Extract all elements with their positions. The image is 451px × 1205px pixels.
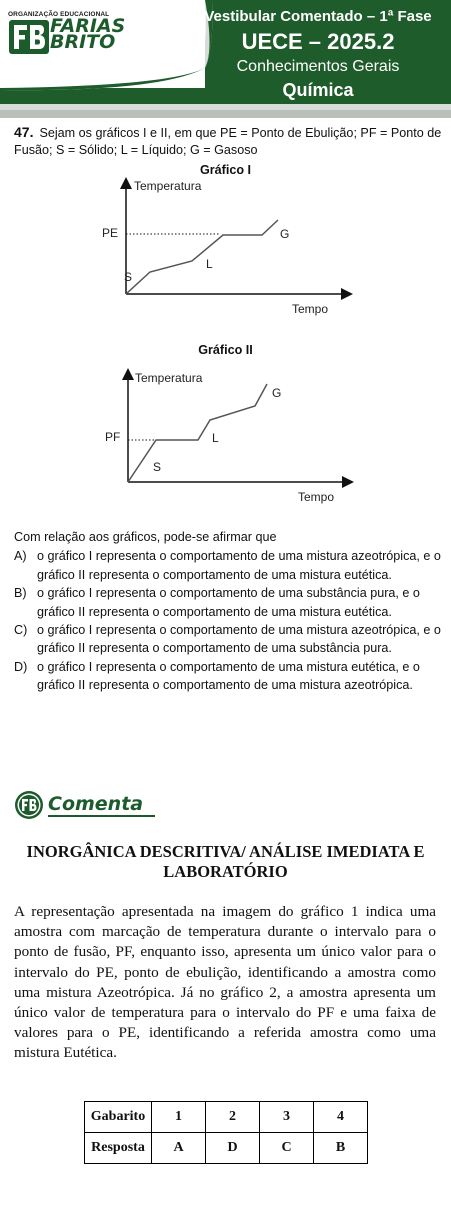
- option-c[interactable]: [14, 621, 442, 658]
- table-row: [85, 1133, 368, 1164]
- org-label: ORGANIZAÇÃO EDUCACIONAL: [8, 11, 110, 18]
- table-cell: Gabarito: [85, 1102, 152, 1133]
- graph1-heating-curve: [126, 220, 278, 294]
- option-a[interactable]: [14, 547, 442, 584]
- option-b[interactable]: [14, 584, 442, 621]
- option-text: o gráfico I representa o comportamento de uma mistura azeotrópica, e o gráfico II representa o comportamento de uma substância pura.: [37, 623, 441, 656]
- question-options: [14, 528, 442, 695]
- graph1-l-label: L: [206, 257, 213, 271]
- page-header: [0, 0, 451, 118]
- header-exam-type: Vestibular Comentado – 1ª Fase: [204, 8, 432, 25]
- header-area: Conhecimentos Gerais: [236, 58, 400, 75]
- graph2-heating-curve: [128, 384, 267, 482]
- graph2-s-label: S: [153, 460, 162, 474]
- graph2-x-label: Tempo: [298, 490, 335, 504]
- options-intro: Com relação aos gráficos, pode-se afirmar que: [14, 530, 277, 544]
- logo-text-brito: BRITO: [50, 31, 116, 53]
- table-cell: D: [206, 1133, 260, 1164]
- option-d[interactable]: [14, 658, 442, 695]
- comment-section-title: INORGÂNICA DESCRITIVA/ ANÁLISE IMEDIATA E LABORATÓRIO: [26, 842, 425, 881]
- option-text: o gráfico I representa o comportamento de uma mistura azeotrópica, e o gráfico II representa o comportamento de uma mistura eutética.: [37, 549, 441, 582]
- graph1-pe-label: PE: [102, 226, 119, 240]
- table-cell: B: [314, 1133, 368, 1164]
- table-row: [85, 1102, 368, 1133]
- option-letter: B): [14, 586, 27, 601]
- graph2-y-label: Temperatura: [135, 371, 203, 385]
- graph1-x-label: Tempo: [292, 302, 329, 316]
- graph1: [90, 177, 360, 322]
- option-letter: A): [14, 549, 27, 564]
- graph1-g-label: G: [280, 227, 290, 241]
- graph2: [100, 366, 370, 506]
- answer-table: [84, 1101, 368, 1164]
- table-cell: 3: [260, 1102, 314, 1133]
- graph2-l-label: L: [212, 431, 219, 445]
- option-letter: C): [14, 623, 28, 638]
- comment-text: A representação apresentada na imagem do gráfico 1 indica uma amostra com marcação de temperatura durante o intervalo para o ponto de fusão, PF, enquanto isso, apresenta um único valor para o intervalo do PE, ponto de ebulição, identificando a amostra como uma mistura Azeotrópica. Já no gráfico 2, a amostra apresenta um único valor de temperatura para o intervalo do PF e uma faixa de valores para o PE, identificando a referida amostra como uma mistura Eutética.: [14, 903, 436, 1062]
- farias-brito-logo-icon: [9, 20, 49, 54]
- option-text: o gráfico I representa o comportamento de uma substância pura, e o gráfico II representa o comportamento de uma mistura eutética.: [37, 586, 420, 619]
- graph2-title: Gráfico II: [198, 343, 253, 357]
- table-cell: 4: [314, 1102, 368, 1133]
- graph1-y-label: Temperatura: [134, 179, 202, 193]
- graph1-title: Gráfico I: [199, 163, 252, 177]
- graph1-s-label: S: [124, 270, 133, 284]
- table-cell: 2: [206, 1102, 260, 1133]
- table-cell: C: [260, 1133, 314, 1164]
- question-statement: [14, 124, 442, 159]
- comenta-label: Comenta: [48, 793, 144, 815]
- table-cell: A: [152, 1133, 206, 1164]
- option-text: o gráfico I representa o comportamento de uma mistura eutética, e o gráfico II representa o comportamento de uma mistura azeotrópica.: [37, 659, 420, 693]
- option-letter: D): [14, 659, 28, 674]
- logo-text-farias: FARIAS: [50, 15, 126, 37]
- graph2-g-label: G: [272, 386, 282, 400]
- question-text: Sejam os gráficos I e II, em que PE = Ponto de Ebulição; PF = Ponto de Fusão; S = Sólido; L = Líquido; G = Gasoso: [14, 126, 442, 157]
- table-cell: Resposta: [85, 1133, 152, 1164]
- comenta-underline: [48, 815, 155, 817]
- header-exam-title: UECE – 2025.2: [241, 29, 395, 54]
- table-cell: 1: [152, 1102, 206, 1133]
- header-subject: Química: [282, 80, 354, 100]
- graph2-pf-label: PF: [105, 430, 121, 444]
- question-number: 47.: [14, 124, 34, 140]
- comenta-logo-icon: [14, 790, 44, 820]
